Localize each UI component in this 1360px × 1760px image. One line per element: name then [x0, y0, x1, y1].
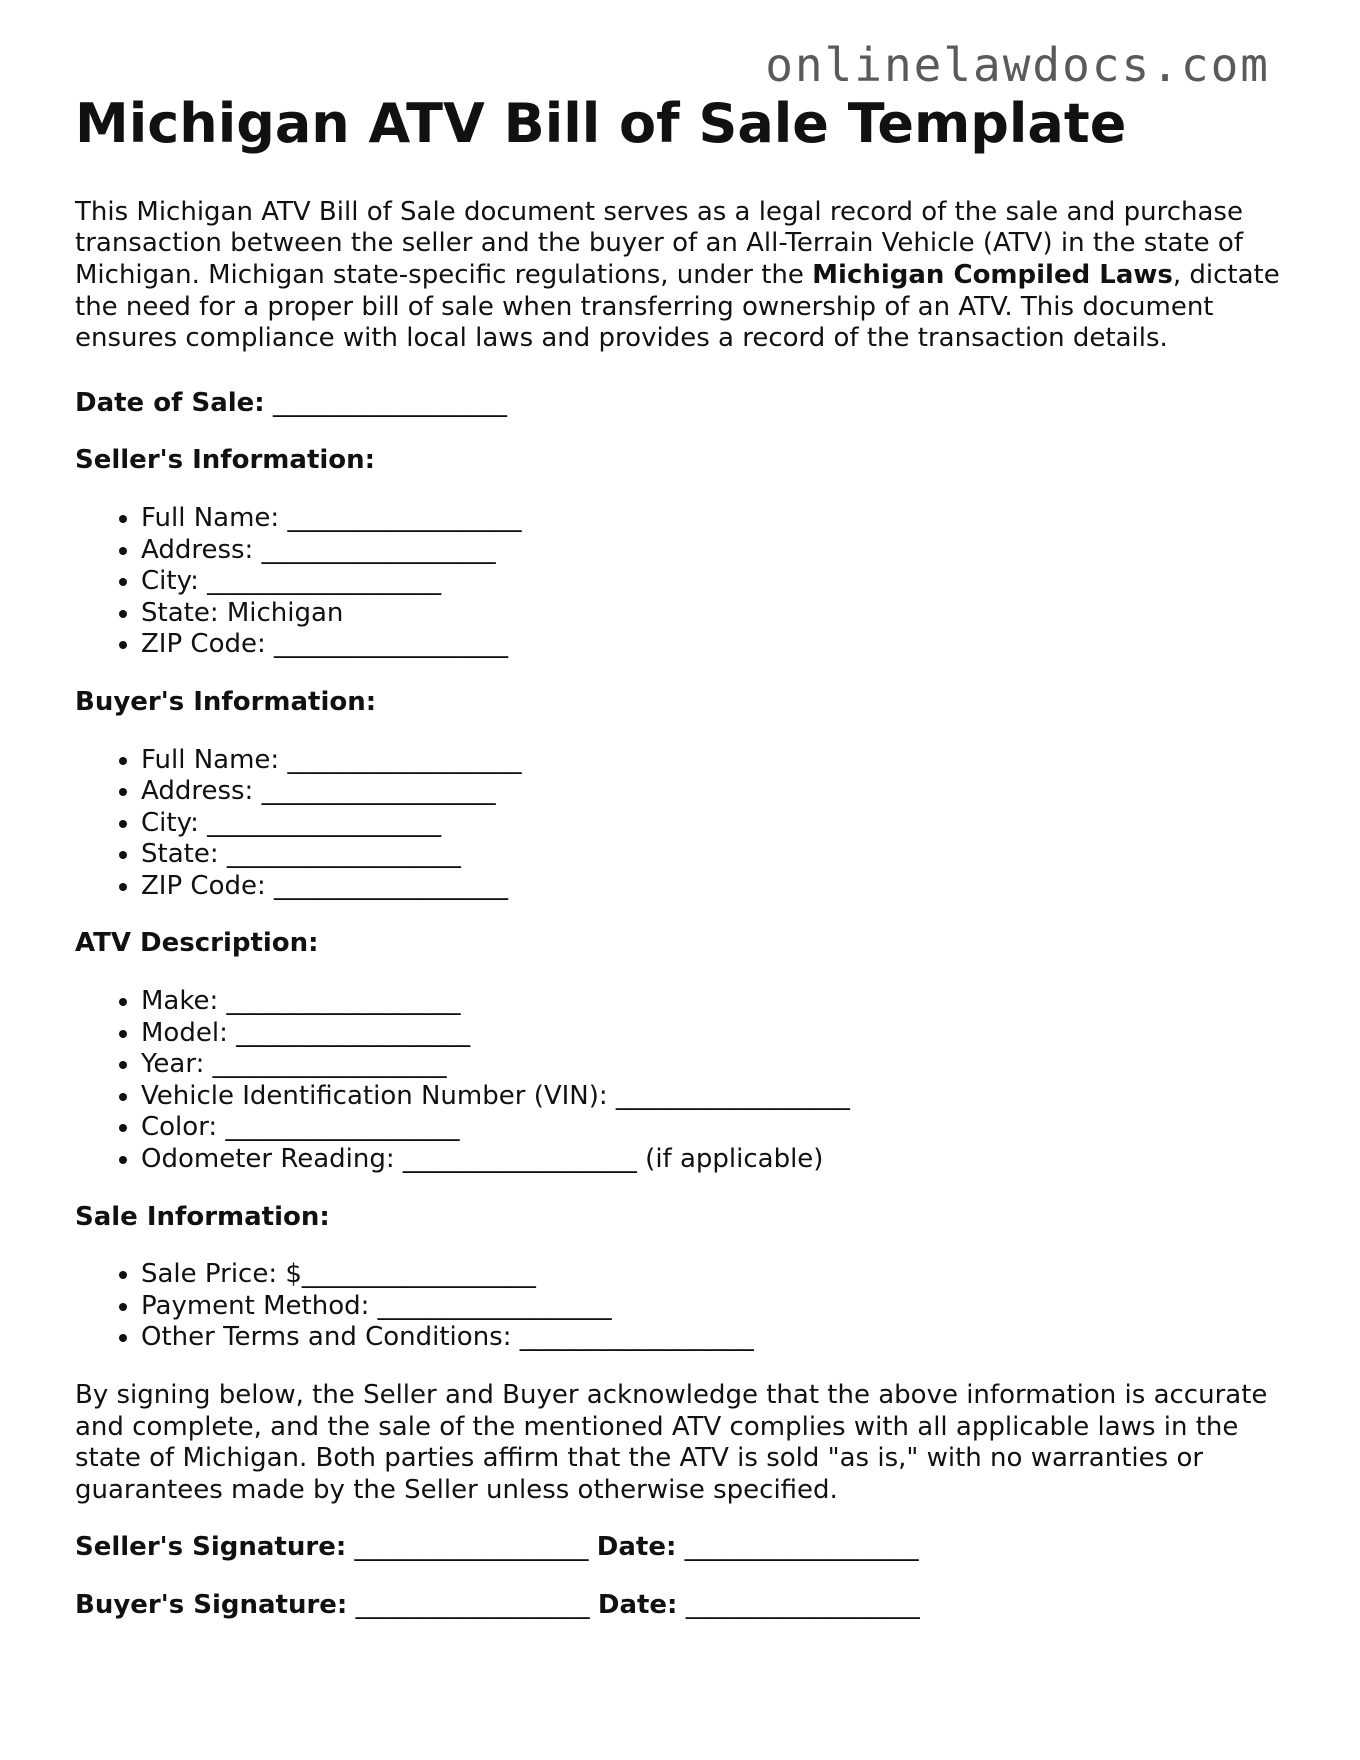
- buyer-signature-label: Buyer's Signature:: [75, 1589, 348, 1620]
- buyer-state: • State: __________________: [141, 839, 1285, 871]
- buyer-address: • Address: __________________: [141, 776, 1285, 808]
- sale-payment-method: • Payment Method: __________________: [141, 1291, 1285, 1323]
- seller-city: • City: __________________: [141, 566, 1285, 598]
- atv-model: • Model: __________________: [141, 1018, 1285, 1050]
- buyer-city: • City: __________________: [141, 808, 1285, 840]
- seller-signature-label: Seller's Signature:: [75, 1532, 347, 1563]
- buyer-signature-line: [75, 1590, 1285, 1622]
- sale-price: • Sale Price: $__________________: [141, 1259, 1285, 1291]
- seller-full-name: • Full Name: __________________: [141, 503, 1285, 535]
- atv-description-list: [75, 986, 1285, 1176]
- seller-signature-blank: __________________: [354, 1532, 589, 1563]
- seller-zip: • ZIP Code: __________________: [141, 629, 1285, 661]
- seller-address: • Address: __________________: [141, 535, 1285, 567]
- intro-text-1: This Michigan ATV Bill of Sale document serves as a legal record of the sale and purchase transaction between the seller and the buyer of an All-Terrain Vehicle (ATV) in the state of Michigan. Michigan state-specific regulations, under the: [75, 196, 1243, 290]
- acknowledgement-paragraph: By signing below, the Seller and Buyer acknowledge that the above information is accurate and complete, and the sale of the mentioned ATV complies with all applicable laws in the state of Michigan. Both parties affirm that the ATV is sold "as is," with no warranties or guarantees made by the Seller unless otherwise specified.: [75, 1380, 1268, 1505]
- buyer-full-name: • Full Name: __________________: [141, 745, 1285, 777]
- watermark-logo: onlinelawdocs.com: [765, 38, 1270, 92]
- buyer-date-label: Date:: [597, 1589, 678, 1620]
- intro-bold-law: Michigan Compiled Laws: [812, 259, 1173, 290]
- buyer-date-blank: __________________: [685, 1589, 920, 1620]
- buyer-section-title: Buyer's Information:: [75, 686, 377, 717]
- buyer-zip: • ZIP Code: __________________: [141, 871, 1285, 903]
- date-of-sale-line: [75, 388, 1285, 420]
- document-title: Michigan ATV Bill of Sale Template: [75, 92, 1127, 155]
- document-page: [75, 92, 1285, 1622]
- seller-signature-line: [75, 1532, 1285, 1564]
- buyer-info-list: [75, 745, 1285, 903]
- atv-odometer: • Odometer Reading: __________________ (if applicable): [141, 1144, 1285, 1176]
- atv-section-title: ATV Description:: [75, 928, 319, 959]
- atv-color: • Color: __________________: [141, 1112, 1285, 1144]
- seller-date-label: Date:: [596, 1532, 677, 1563]
- seller-date-blank: __________________: [684, 1532, 919, 1563]
- atv-vin: • Vehicle Identification Number (VIN): __________________: [141, 1081, 1285, 1113]
- date-of-sale-label: Date of Sale:: [75, 387, 265, 418]
- sale-section-title: Sale Information:: [75, 1201, 330, 1232]
- seller-info-list: [75, 503, 1285, 661]
- seller-state: • State: Michigan: [141, 598, 1285, 630]
- sale-info-list: [75, 1259, 1285, 1354]
- date-of-sale-blank: __________________: [272, 387, 507, 418]
- atv-make: • Make: __________________: [141, 986, 1285, 1018]
- seller-section-title: Seller's Information:: [75, 445, 376, 476]
- atv-year: • Year: __________________: [141, 1049, 1285, 1081]
- intro-text-2: , dictate the need for a proper bill of sale when transferring ownership of an ATV. This document ensures compliance with local laws and provides a record of the transaction details.: [75, 259, 1280, 354]
- intro-paragraph: [75, 197, 1285, 355]
- buyer-signature-blank: __________________: [355, 1589, 590, 1620]
- sale-other-terms: • Other Terms and Conditions: __________________: [141, 1322, 1285, 1354]
